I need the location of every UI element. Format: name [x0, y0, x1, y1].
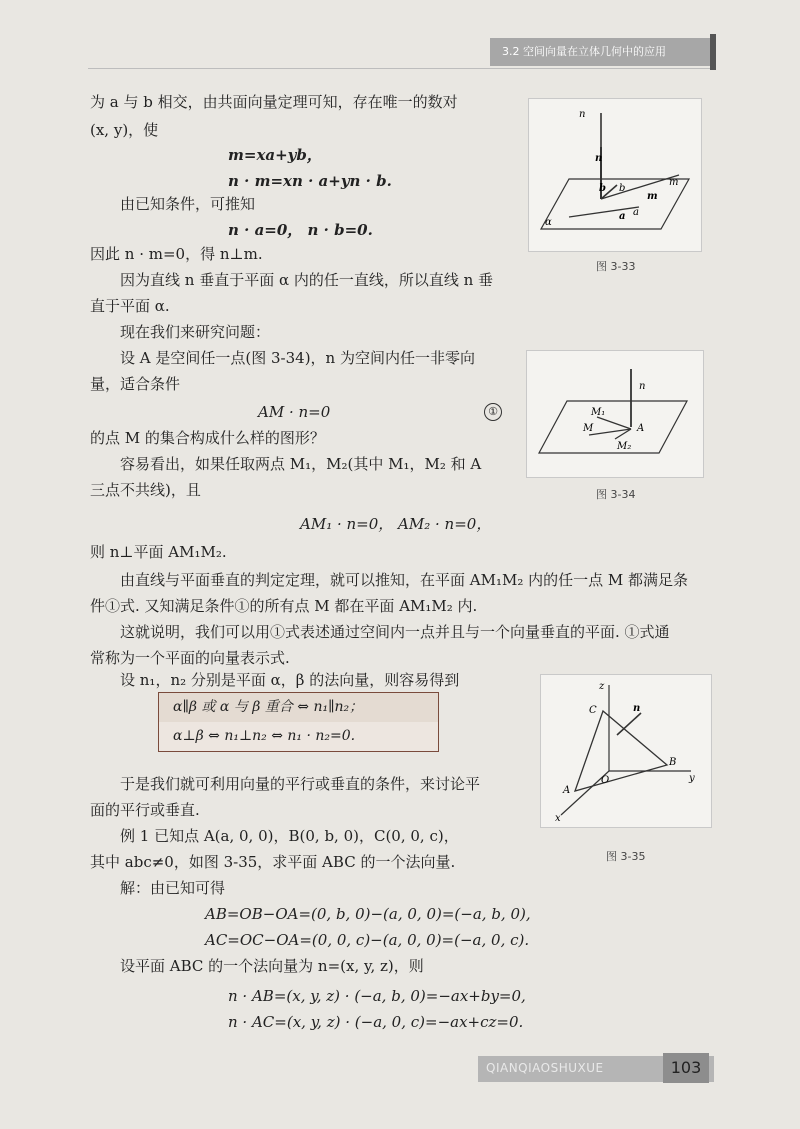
figure-label: A — [563, 785, 571, 796]
text-line: 的点 M 的集合构成什么样的图形？ — [90, 429, 325, 447]
figure-label: α — [545, 217, 552, 228]
figure-label: n — [633, 703, 641, 714]
figure-3-34-drawing — [527, 351, 703, 477]
equation: AC=OC−OA=(0, 0, c)−(a, 0, 0)=(−a, 0, c). — [205, 931, 530, 949]
text-line: 由直线与平面垂直的判定定理，就可以推知，在平面 AM₁M₂ 内的任一点 M 都满足条 — [120, 571, 689, 589]
figure-label: C — [589, 705, 597, 716]
figure-label: M — [583, 423, 594, 434]
vector-am — [589, 429, 631, 435]
text-line: 由已知条件，可推知 — [120, 195, 256, 213]
text-line: 容易看出，如果任取两点 M₁，M₂(其中 M₁，M₂ 和 A — [120, 455, 482, 473]
figure-label: z — [599, 681, 605, 692]
figure-label: O — [601, 775, 610, 786]
figure-label: A — [637, 423, 645, 434]
text-line: (x, y)，使 — [90, 121, 159, 139]
text-line: 三点不共线)，且 — [90, 481, 201, 499]
figure-label: x — [555, 813, 561, 824]
page-footer — [478, 1056, 714, 1082]
text-line: 其中 abc≠0，如图 3-35，求平面 ABC 的一个法向量. — [90, 853, 456, 871]
text-line: 为 a 与 b 相交，由共面向量定理可知，存在唯一的数对 — [90, 93, 458, 111]
text-line: 因此 n · m=0，得 n⊥m. — [90, 245, 263, 263]
plane — [539, 401, 687, 453]
text-line: 现在我们来研究问题： — [120, 323, 271, 341]
text-line: 设平面 ABC 的一个法向量为 n=(x, y, z)，则 — [120, 957, 424, 975]
equation: n · AC=(x, y, z) · (−a, 0, c)=−ax+cz=0. — [228, 1013, 524, 1031]
triangle-abc — [575, 711, 667, 791]
figure-label: b — [599, 183, 606, 194]
text-line: 则 n⊥平面 AM₁M₂. — [90, 543, 227, 561]
equation: m=xa+yb， — [228, 146, 322, 164]
header-accent-bar — [710, 34, 716, 70]
theorem-row — [159, 693, 438, 723]
equation: n · a=0， n · b=0. — [228, 221, 373, 239]
figure-label: B — [669, 757, 677, 768]
figure-caption: 图 3-34 — [596, 488, 636, 501]
figure-label: y — [689, 773, 695, 784]
figure-3-35 — [540, 674, 712, 828]
equation: AM₁ · n=0， AM₂ · n=0， — [300, 515, 492, 533]
text-line: 设 A 是空间任一点(图 3-34)，n 为空间内任一非零向 — [120, 349, 475, 367]
text-line: 直于平面 α. — [90, 297, 170, 315]
figure-caption: 图 3-33 — [596, 260, 636, 273]
example-title: 例 1 已知点 A(a, 0, 0)，B(0, b, 0)，C(0, 0, c)， — [120, 827, 459, 845]
equation: AB=OB−OA=(0, b, 0)−(a, 0, 0)=(−a, b, 0), — [205, 905, 531, 923]
footer-label: QIANQIAOSHUXUE — [486, 1061, 604, 1075]
vector-am1 — [597, 417, 631, 429]
theorem-text: α⊥β ⇔ n₁⊥n₂ ⇔ n₁ · n₂=0. — [173, 728, 356, 744]
text-line: 量，适合条件 — [90, 375, 181, 393]
figure-caption: 图 3-35 — [606, 850, 646, 863]
theorem-box — [158, 692, 439, 752]
figure-3-33-drawing — [529, 99, 701, 251]
figure-3-33 — [528, 98, 702, 252]
line-a — [569, 207, 639, 217]
figure-label: a — [619, 211, 626, 222]
text-line: 件①式. 又知满足条件①的所有点 M 都在平面 AM₁M₂ 内. — [90, 597, 478, 615]
text-line: 常称为一个平面的向量表示式. — [90, 649, 290, 667]
figure-label: m — [647, 191, 658, 202]
vector-n — [617, 713, 641, 735]
figure-label: a — [633, 207, 639, 218]
equation-1: AM · n=0 — [258, 403, 331, 421]
figure-label: M₂ — [617, 441, 632, 452]
figure-label: n — [639, 381, 646, 392]
text-line: 解：由已知可得 — [120, 879, 226, 897]
text-line: 这就说明，我们可以用①式表述通过空间内一点并且与一个向量垂直的平面. ①式通 — [120, 623, 670, 641]
theorem-text: α∥β 或 α 与 β 重合 ⇔ n₁∥n₂； — [173, 699, 364, 715]
equation: n · AB=(x, y, z) · (−a, b, 0)=−ax+by=0, — [228, 987, 526, 1005]
section-header: 3.2 空间向量在立体几何中的应用 — [490, 38, 714, 66]
text-line: 于是我们就可利用向量的平行或垂直的条件，来讨论平 — [120, 775, 481, 793]
text-line: 面的平行或垂直. — [90, 801, 200, 819]
equation-marker: ① — [484, 403, 502, 421]
equation: n · m=xn · a+yn · b. — [228, 172, 392, 190]
header-rule — [88, 68, 710, 69]
text-line: 设 n₁，n₂ 分别是平面 α，β 的法向量，则容易得到 — [120, 671, 460, 689]
figure-label: n — [579, 109, 586, 120]
page-number: 103 — [663, 1053, 709, 1083]
text-line: 因为直线 n 垂直于平面 α 内的任一直线，所以直线 n 垂 — [120, 271, 494, 289]
figure-3-34 — [526, 350, 704, 478]
theorem-row — [159, 722, 438, 751]
figure-label: M₁ — [591, 407, 606, 418]
figure-label: n — [595, 153, 603, 164]
figure-label: m — [669, 177, 679, 188]
figure-3-35-drawing — [541, 675, 711, 827]
figure-label: b — [619, 183, 626, 194]
